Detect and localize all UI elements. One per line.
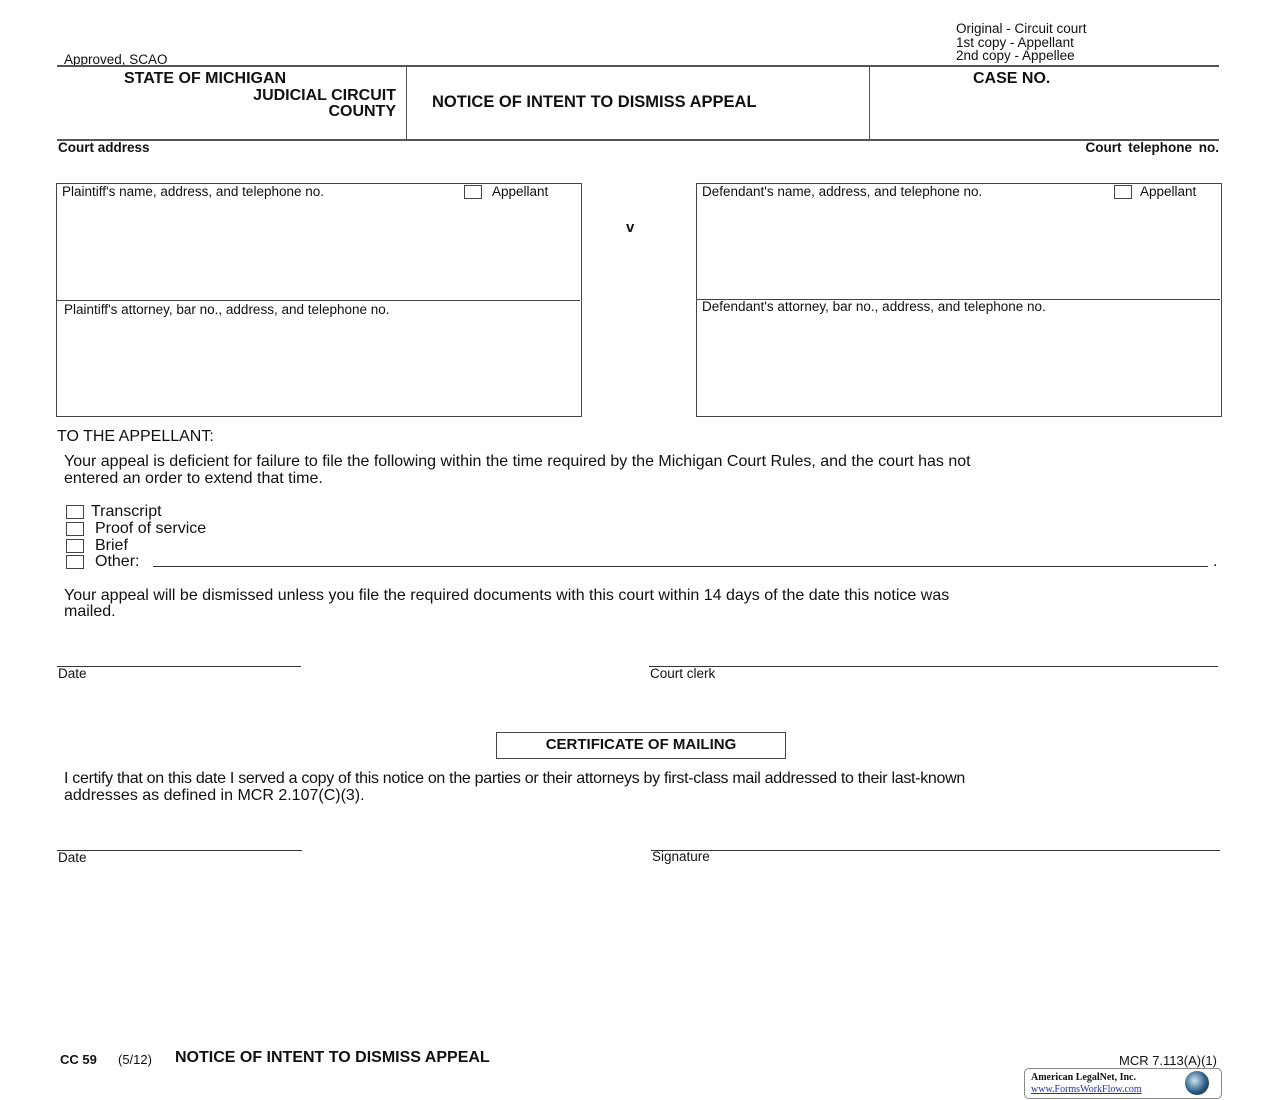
court-telephone-label: Court telephone no. bbox=[1085, 140, 1219, 155]
notice-paragraph-line1: Your appeal is deficient for failure to file the following within the time required by the Michigan Court Rules, and the court has not bbox=[64, 453, 971, 470]
transcript-checkbox[interactable] bbox=[66, 505, 84, 519]
defendant-name-label: Defendant's name, address, and telephone no. bbox=[702, 184, 983, 199]
other-input-line[interactable] bbox=[153, 566, 1208, 567]
versus-label: v bbox=[626, 219, 635, 236]
state-label: STATE OF MICHIGAN bbox=[124, 70, 287, 87]
form-number: CC 59 bbox=[60, 1052, 97, 1067]
county-label: COUNTY bbox=[328, 103, 396, 120]
dismissal-paragraph-line2: mailed. bbox=[64, 603, 116, 620]
court-clerk-label: Court clerk bbox=[650, 666, 716, 681]
defendant-appellant-label: Appellant bbox=[1140, 184, 1197, 199]
logo-url-link[interactable]: www.FormsWorkFlow.com bbox=[1031, 1084, 1142, 1095]
header-divider bbox=[406, 66, 407, 140]
copy-first: 1st copy - Appellant bbox=[956, 35, 1074, 50]
court-rule: MCR 7.113(A)(1) bbox=[1118, 1053, 1217, 1068]
notice-paragraph-line2: entered an order to extend that time. bbox=[64, 470, 323, 487]
circuit-label: JUDICIAL CIRCUIT bbox=[253, 87, 396, 104]
certificate-date-label: Date bbox=[58, 850, 87, 865]
defendant-appellant-checkbox[interactable] bbox=[1114, 185, 1132, 199]
brief-label: Brief bbox=[95, 537, 128, 554]
defendant-attorney-label: Defendant's attorney, bar no., address, and telephone no. bbox=[702, 299, 1046, 314]
signature-line[interactable] bbox=[651, 850, 1220, 851]
form-revision: (5/12) bbox=[118, 1052, 152, 1067]
certificate-line2: addresses as defined in MCR 2.107(C)(3). bbox=[64, 787, 365, 804]
certificate-date-line[interactable] bbox=[57, 850, 302, 851]
american-legalnet-logo[interactable] bbox=[1024, 1068, 1222, 1099]
signature-label: Signature bbox=[652, 849, 710, 864]
footer-title: NOTICE OF INTENT TO DISMISS APPEAL bbox=[175, 1049, 490, 1066]
court-clerk-line[interactable] bbox=[649, 666, 1218, 667]
header-top-rule bbox=[57, 65, 1219, 67]
logo-company-name: American LegalNet, Inc. bbox=[1031, 1072, 1136, 1083]
certificate-title: CERTIFICATE OF MAILING bbox=[545, 736, 737, 753]
other-period: . bbox=[1213, 553, 1218, 570]
to-appellant-heading: TO THE APPELLANT: bbox=[57, 428, 214, 445]
brief-checkbox[interactable] bbox=[66, 539, 84, 553]
header-divider bbox=[869, 66, 870, 140]
other-label: Other: bbox=[95, 553, 140, 570]
plaintiff-attorney-label: Plaintiff's attorney, bar no., address, and telephone no. bbox=[64, 302, 390, 317]
plaintiff-name-label: Plaintiff's name, address, and telephone no. bbox=[62, 184, 325, 199]
proof-of-service-checkbox[interactable] bbox=[66, 522, 84, 536]
case-no-label: CASE NO. bbox=[973, 70, 1051, 87]
transcript-label: Transcript bbox=[91, 503, 162, 520]
notice-date-label: Date bbox=[58, 666, 87, 681]
copy-second: 2nd copy - Appellee bbox=[956, 48, 1075, 63]
other-checkbox[interactable] bbox=[66, 555, 84, 569]
approved-label: Approved, SCAO bbox=[64, 52, 168, 67]
form-title: NOTICE OF INTENT TO DISMISS APPEAL bbox=[432, 93, 757, 111]
globe-icon bbox=[1185, 1071, 1209, 1095]
header-bottom-rule bbox=[57, 139, 1219, 141]
plaintiff-appellant-label: Appellant bbox=[492, 184, 549, 199]
notice-date-line[interactable] bbox=[57, 666, 301, 667]
dismissal-paragraph-line1: Your appeal will be dismissed unless you file the required documents with this court within 14 days of the date this notice was bbox=[64, 587, 950, 604]
proof-of-service-label: Proof of service bbox=[95, 520, 207, 537]
plaintiff-divider bbox=[56, 300, 580, 301]
court-address-label: Court address bbox=[58, 140, 150, 155]
certificate-line1: I certify that on this date I served a copy of this notice on the parties or their attorneys by first-class mail addressed to their last-known bbox=[64, 770, 965, 787]
plaintiff-appellant-checkbox[interactable] bbox=[464, 185, 482, 199]
copy-original: Original - Circuit court bbox=[956, 21, 1087, 36]
